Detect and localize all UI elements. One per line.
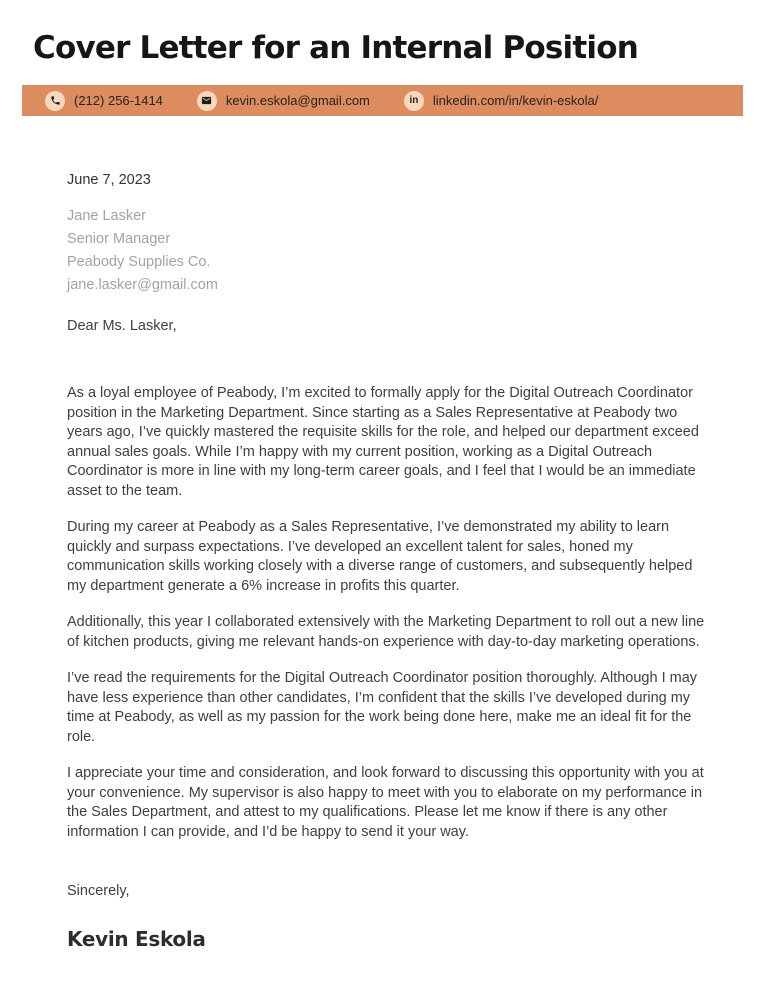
contact-item-linkedin <box>404 91 598 111</box>
page-title: Cover Letter for an Internal Position <box>33 30 638 66</box>
salutation: Dear Ms. Lasker, <box>67 317 177 334</box>
linkedin-icon <box>404 91 424 111</box>
contact-bar <box>22 85 743 116</box>
body-paragraph-2: During my career at Peabody as a Sales Representative, I’ve demonstrated my ability to learn quickly and surpass expectations. I’ve developed an excellent talent for sales, honed my communication skills working closely with a diverse range of customers, and subsequently helped my department generate a 6% increase in profits this quarter. <box>67 519 693 594</box>
recipient-name: Jane Lasker <box>67 207 146 224</box>
recipient-block <box>67 205 712 297</box>
closing: Sincerely, <box>67 883 130 899</box>
contact-phone-text: (212) 256-1414 <box>74 93 163 108</box>
linkedin-icon-glyph: in <box>409 94 419 106</box>
body-paragraph-3: Additionally, this year I collaborated extensively with the Marketing Department to roll out a new line of kitchen products, giving me relevant hands-on experience with day-to-day marketing operations. <box>67 614 705 650</box>
body-paragraph-5: I appreciate your time and consideration, and look forward to discussing this opportunity with you at your convenience. My supervisor is also happy to meet with you to elaborate on my performance in the Sales Department, and attest to my qualifications. Please let me know if there is any other information I can provide, and I’d be happy to send it your way. <box>67 765 704 840</box>
recipient-email: jane.lasker@gmail.com <box>67 276 218 293</box>
recipient-company: Peabody Supplies Co. <box>67 253 211 270</box>
phone-icon <box>45 91 65 111</box>
letter-body <box>67 171 712 949</box>
contact-linkedin-text: linkedin.com/in/kevin-eskola/ <box>432 93 599 108</box>
body-paragraph-1: As a loyal employee of Peabody, I’m excited to formally apply for the Digital Outreach Coordinator position in the Marketing Department. Since starting as a Sales Representative at Peabody two years ago, I’ve quickly mastered the requisite skills for the role, and helped our department exceed annual sales goals. While I’m happy with my current position, working as a Digital Outreach Coordinator is more in line with my long-term career goals, and I feel that I would be an immediate asset to the team. <box>67 385 699 499</box>
contact-item-phone <box>45 91 163 111</box>
contact-email-text: kevin.eskola@gmail.com <box>225 93 370 108</box>
recipient-title: Senior Manager <box>67 230 171 247</box>
email-icon <box>197 91 217 111</box>
signature: Kevin Eskola <box>67 926 206 951</box>
letter-date: June 7, 2023 <box>67 172 151 188</box>
contact-item-email <box>197 91 370 111</box>
body-paragraph-4: I’ve read the requirements for the Digital Outreach Coordinator position thoroughly. Although I may have less experience than other candidates, I’m confident that the skills I’ve developed during my time at Peabody, as well as my passion for the work being done here, make me an ideal fit for the role. <box>67 670 698 745</box>
